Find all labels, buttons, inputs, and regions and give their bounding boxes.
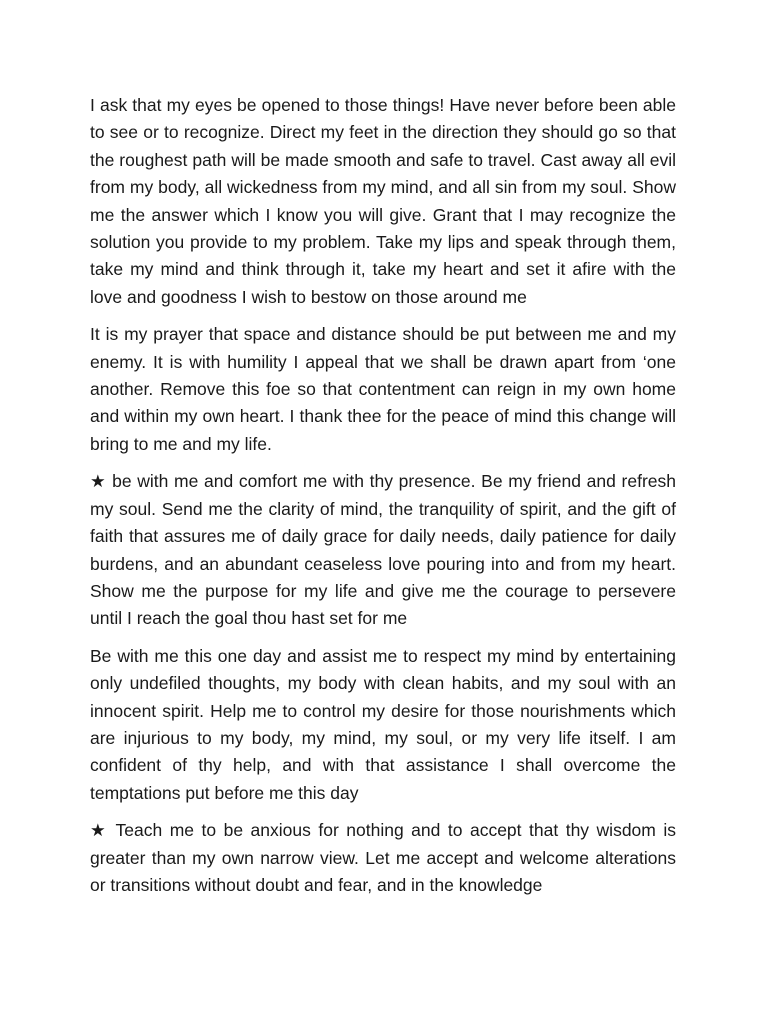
paragraph-comfort-presence: ★ be with me and comfort me with thy presence. Be my friend and refresh my soul. Send me the clarity of mind, the tranquility of spirit, and the gift of faith that assures me of daily grace for daily needs, daily patience for daily burdens, and an abundant ceaseless love pouring into and from my heart. Show me the purpose for my life and give me the courage to persevere until I reach the goal thou hast set for me — [90, 471, 676, 629]
paragraph-one-day: Be with me this one day and assist me to respect my mind by entertaining only undefiled thoughts, my body with clean habits, and my soul with an innocent spirit. Help me to control my desire for those nourishments which are injurious to my body, my mind, my soul, or my very life itself. I am confident of thy help, and with that assistance I shall overcome the temptations put before me this day — [90, 645, 676, 803]
document-page — [90, 92, 676, 909]
paragraph-anxious-nothing: ★ Teach me to be anxious for nothing and to accept that thy wisdom is greater than my own narrow view. Let me accept and welcome alterations or transitions without doubt and fear, and in the knowledge — [90, 820, 676, 895]
paragraph-enemy-distance: It is my prayer that space and distance should be put between me and my enemy. It is with humility I appeal that we shall be drawn apart from ‘one another. Remove this foe so that contentment can reign in my own home and within my own heart. I thank thee for the peace of mind this change will bring to me and my life. — [90, 324, 676, 454]
paragraph-eyes-opened: I ask that my eyes be opened to those things! Have never before been able to see or to recognize. Direct my feet in the direction they should go so that the roughest path will be made smooth and safe to travel. Cast away all evil from my body, all wickedness from my mind, and all sin from my soul. Show me the answer which I know you will give. Grant that I may recognize the solution you provide to my problem. Take my lips and speak through them, take my mind and think through it, take my heart and set it afire with the love and goodness I wish to bestow on those around me — [90, 95, 676, 307]
